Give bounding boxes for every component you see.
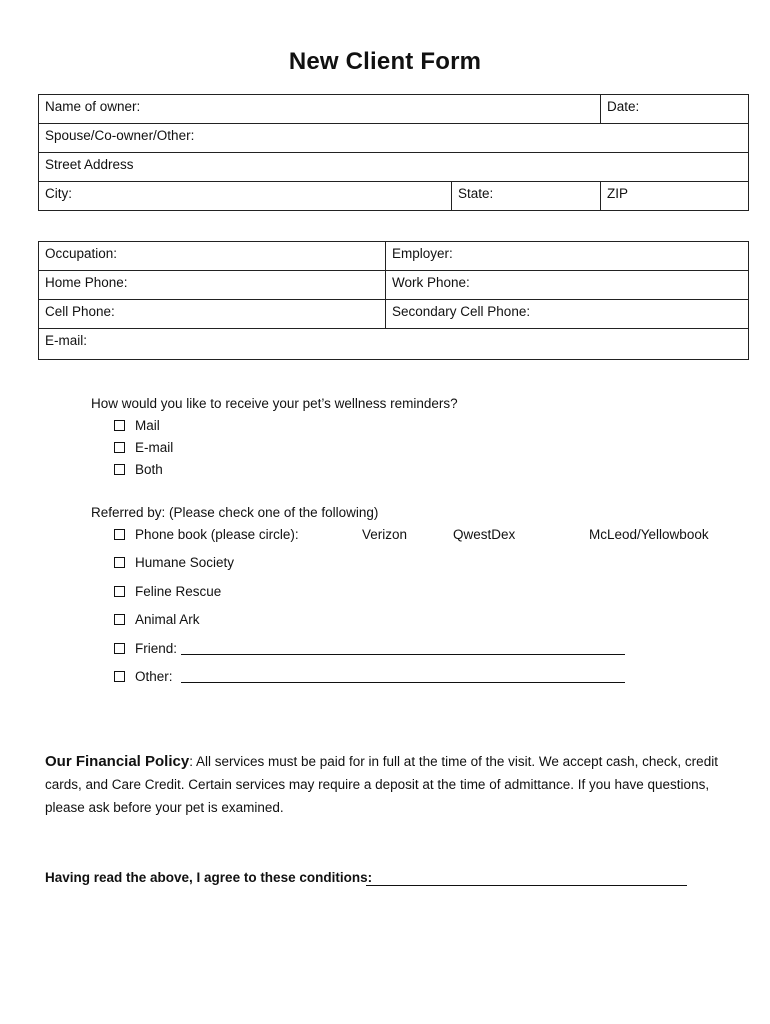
name-of-owner-label: Name of owner: <box>45 99 141 114</box>
street-address-label: Street Address <box>45 157 134 172</box>
employer-field[interactable] <box>386 242 749 271</box>
other-input-line[interactable] <box>181 682 625 683</box>
checkbox-icon[interactable] <box>114 614 125 625</box>
checkbox-icon[interactable] <box>114 529 125 540</box>
referral-option-label: Friend: <box>135 641 178 656</box>
owner-info-table <box>38 94 749 211</box>
secondary-cell-field[interactable] <box>386 300 749 329</box>
referral-option-label: Animal Ark <box>135 612 200 627</box>
reminder-option-label: E-mail <box>135 440 174 455</box>
referral-option-other[interactable] <box>114 669 173 684</box>
checkbox-icon[interactable] <box>114 464 125 475</box>
work-phone-label: Work Phone: <box>392 275 470 290</box>
phone-book-choice-mcleod[interactable]: McLeod/Yellowbook <box>589 527 709 542</box>
reminder-option-mail[interactable] <box>114 418 160 433</box>
email-label: E-mail: <box>45 333 88 348</box>
agreement-statement: Having read the above, I agree to these conditions: <box>45 870 373 885</box>
date-label: Date: <box>607 99 640 114</box>
city-label: City: <box>45 186 72 201</box>
signature-line[interactable] <box>366 885 687 886</box>
street-address-field[interactable] <box>39 153 749 182</box>
form-title: New Client Form <box>288 48 482 75</box>
financial-policy-heading: Our Financial Policy <box>45 753 190 770</box>
email-field[interactable] <box>39 329 749 360</box>
referral-option-animal-ark[interactable] <box>114 612 200 627</box>
referral-option-friend[interactable] <box>114 641 177 656</box>
reminder-option-both[interactable] <box>114 462 163 477</box>
checkbox-icon[interactable] <box>114 671 125 682</box>
checkbox-icon[interactable] <box>114 586 125 597</box>
reminder-question: How would you like to receive your pet’s wellness reminders? <box>91 396 458 411</box>
financial-policy-text: : All services must be paid for in full at the time of the visit. We accept cash, check, credit cards, and Care Credit. Certain services may require a deposit at the time of admittance. If you have questions, please ask before your pet is examined. <box>45 754 718 815</box>
zip-label: ZIP <box>607 186 629 201</box>
referral-option-label: Other: <box>135 669 173 684</box>
home-phone-label: Home Phone: <box>45 275 128 290</box>
phone-book-choice-verizon[interactable]: Verizon <box>362 527 408 542</box>
zip-field[interactable] <box>601 182 749 211</box>
friend-input-line[interactable] <box>181 654 625 655</box>
referral-option-humane-society[interactable] <box>114 555 234 570</box>
checkbox-icon[interactable] <box>114 557 125 568</box>
referral-question: Referred by: (Please check one of the following) <box>91 505 379 520</box>
phone-book-choice-qwestdex[interactable]: QwestDex <box>453 527 516 542</box>
referral-option-label: Humane Society <box>135 555 235 570</box>
state-field[interactable] <box>452 182 601 211</box>
checkbox-icon[interactable] <box>114 442 125 453</box>
date-field[interactable] <box>601 95 749 124</box>
reminder-option-email[interactable] <box>114 440 173 455</box>
work-phone-field[interactable] <box>386 271 749 300</box>
name-of-owner-field[interactable] <box>39 95 601 124</box>
home-phone-field[interactable] <box>39 271 386 300</box>
city-field[interactable] <box>39 182 452 211</box>
referral-option-label: Phone book (please circle): <box>135 527 299 542</box>
cell-phone-field[interactable] <box>39 300 386 329</box>
contact-info-table <box>38 241 749 360</box>
secondary-cell-label: Secondary Cell Phone: <box>392 304 531 319</box>
state-label: State: <box>458 186 494 201</box>
checkbox-icon[interactable] <box>114 643 125 654</box>
spouse-label: Spouse/Co-owner/Other: <box>45 128 195 143</box>
cell-phone-label: Cell Phone: <box>45 304 115 319</box>
referral-option-feline-rescue[interactable] <box>114 584 221 599</box>
financial-policy <box>45 750 735 819</box>
checkbox-icon[interactable] <box>114 420 125 431</box>
referral-option-label: Feline Rescue <box>135 584 222 599</box>
employer-label: Employer: <box>392 246 453 261</box>
reminder-option-label: Mail <box>135 418 160 433</box>
reminder-option-label: Both <box>135 462 163 477</box>
occupation-field[interactable] <box>39 242 386 271</box>
occupation-label: Occupation: <box>45 246 118 261</box>
spouse-field[interactable] <box>39 124 749 153</box>
referral-option-phone-book[interactable] <box>114 527 299 542</box>
